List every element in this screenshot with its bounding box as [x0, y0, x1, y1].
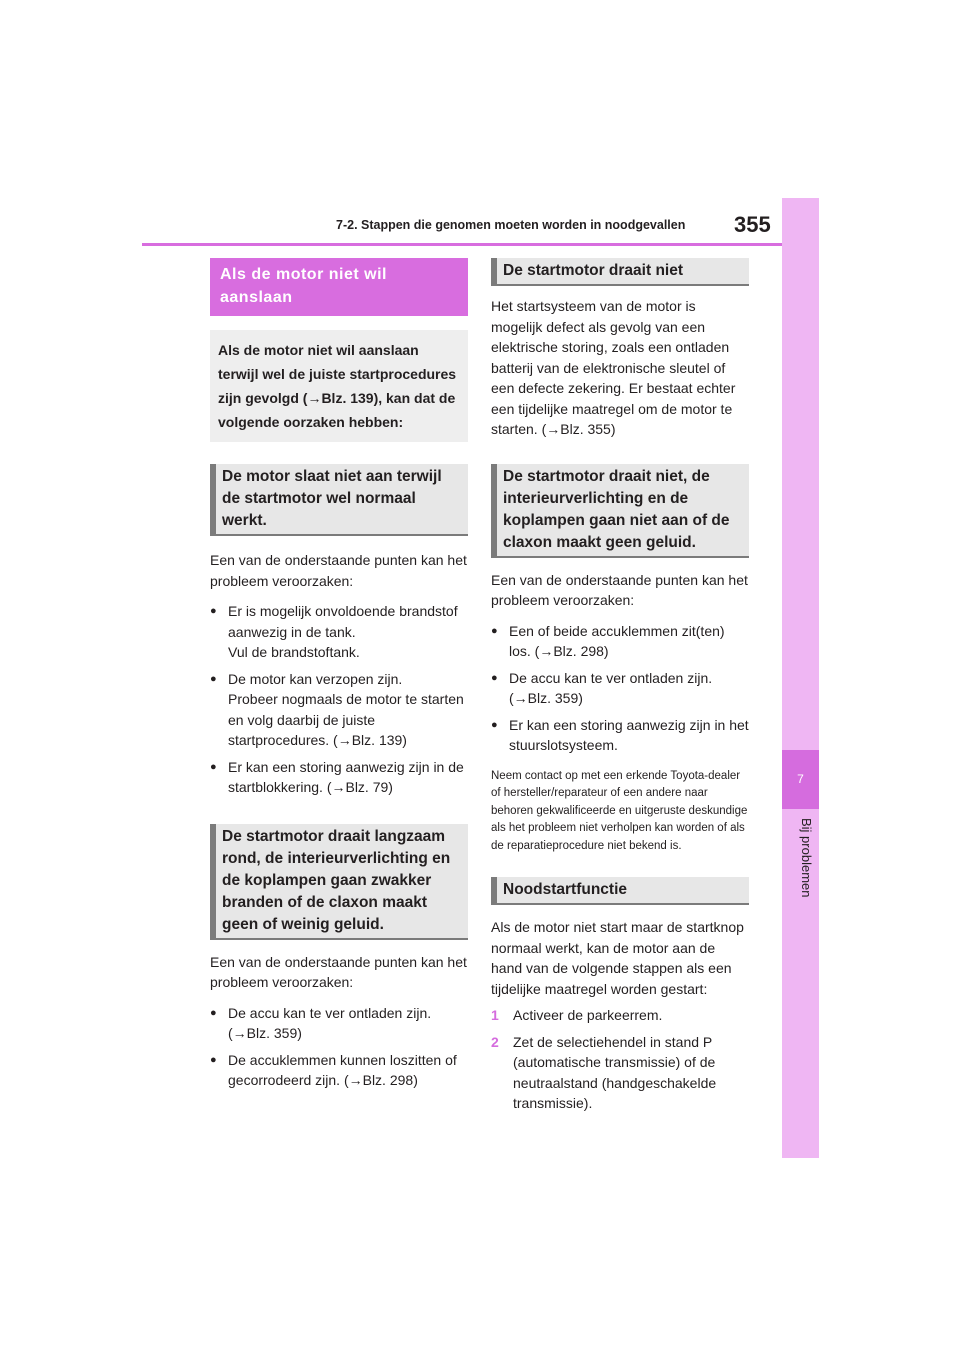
bullet-text: De accuklemmen kunnen loszitten of gecorrodeerd zijn. (→Blz. 298): [228, 1051, 457, 1088]
page-number: 355: [734, 212, 771, 237]
section-text: Een van de onderstaande punten kan het probleem veroorzaken:: [491, 571, 748, 608]
bullet-text: Er kan een storing aanwezig zijn in de startblokkering. (→Blz. 79): [228, 758, 464, 795]
section-heading-slow-starter: De startmotor draait langzaam rond, de interieurverlichting en de koplampen gaan zwakker branden of de claxon maakt geen of weinig geluid.: [210, 824, 468, 940]
bullet-item: [210, 601, 468, 663]
header-rule: [142, 243, 782, 246]
section-text: Het startsysteem van de motor is mogelijk defect als gevolg van een elektrische storing, zoals een ontladen batterij van de elektronische sleutel of een defecte zekering. Er bestaat echter een tijdelijke maatregel om de motor te starten. (→Blz. 355): [491, 298, 736, 437]
step-text: Activeer de parkeerrem.: [513, 1007, 663, 1023]
bullet-item: [210, 1050, 468, 1091]
step-number: 1: [491, 1007, 499, 1023]
bullet-text: De motor kan verzopen zijn. Probeer nogmaals de motor te starten en volg daarbij de juiste startprocedures. (→Blz. 139): [228, 670, 464, 748]
bullet-text: De accu kan te ver ontladen zijn. (→Blz. 359): [228, 1004, 432, 1041]
bullet-text: Er kan een storing aanwezig zijn in het stuurslotsysteem.: [509, 716, 749, 753]
step-item: [491, 1005, 749, 1026]
chapter-label: Bij problemen: [799, 818, 814, 898]
section-text: Als de motor niet start maar de startknop normaal werkt, kan de motor aan de hand van de volgende stappen als een tijdelijke maatregel worden gestart:: [491, 919, 744, 997]
bullet-item: [210, 669, 468, 751]
header-title: 7-2. Stappen die genomen moeten worden in noodgevallen: [336, 218, 686, 232]
intro-box: Als de motor niet wil aanslaan terwijl wel de juiste startprocedures zijn gevolgd (→Blz. 139), kan dat de volgende oorzaken hebben:: [210, 330, 468, 442]
section-heading-no-lights: De startmotor draait niet, de interieurverlichting en de koplampen gaan niet aan of de claxon maakt geen geluid.: [491, 464, 749, 558]
right-column: [491, 258, 749, 1114]
main-heading: Als de motor niet wil aanslaan: [210, 258, 468, 316]
step-text: Zet de selectiehendel in stand P (automatische transmissie) of de neutraalstand (handgeschakelde transmissie).: [513, 1033, 717, 1111]
section-text: Een van de onderstaande punten kan het probleem veroorzaken:: [210, 552, 467, 589]
section-heading-emergency-start: Noodstartfunctie: [491, 877, 749, 905]
bullet-text: Een of beide accuklemmen zit(ten) los. (→Blz. 298): [509, 622, 725, 659]
chapter-number: 7: [782, 750, 819, 809]
bullet-item: [491, 715, 749, 756]
bullet-text: De accu kan te ver ontladen zijn. (→Blz. 359): [509, 669, 713, 706]
bullet-item: [491, 668, 749, 709]
bullet-item: [491, 621, 749, 662]
bullet-item: [210, 757, 468, 798]
section-text: Een van de onderstaande punten kan het probleem veroorzaken:: [210, 953, 467, 990]
step-number: 2: [491, 1033, 499, 1050]
section-heading-starter-not-turning: De startmotor draait niet: [491, 258, 749, 286]
chapter-side-tab: [782, 198, 819, 1158]
step-item: [491, 1032, 749, 1114]
section-heading-not-start: De motor slaat niet aan terwijl de startmotor wel normaal werkt.: [210, 464, 468, 536]
bullet-text: Er is mogelijk onvoldoende brandstof aanwezig in de tank. Vul de brandstoftank.: [228, 603, 458, 660]
left-column: [210, 258, 468, 1091]
dealer-note: Neem contact op met een erkende Toyota-dealer of hersteller/reparateur of een andere naar behoren gekwalificeerde en uitgeruste deskundige als het probleem niet verholpen kan worden of als de reparatieprocedure niet bekend is.: [491, 769, 748, 852]
bullet-item: [210, 1003, 468, 1044]
